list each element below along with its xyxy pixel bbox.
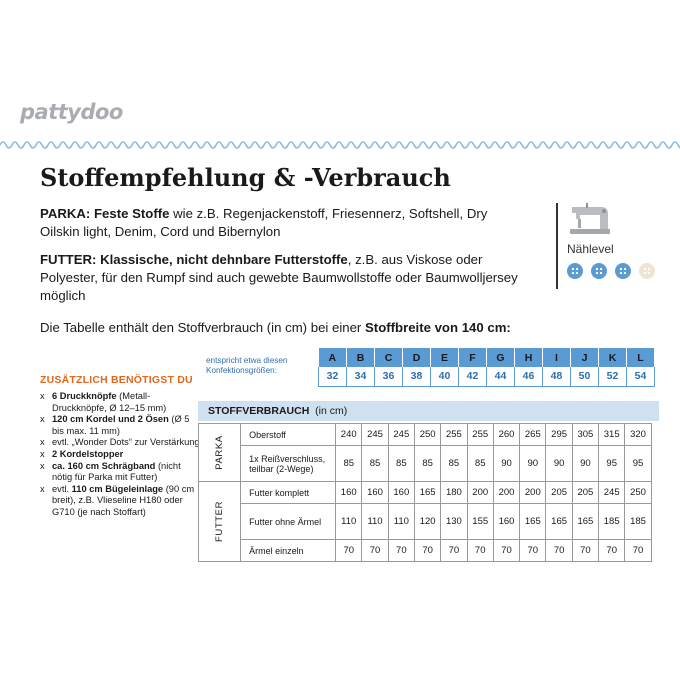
table-cell: 165 [546, 504, 572, 540]
size-number: 34 [347, 367, 375, 386]
table-cell: 160 [493, 504, 519, 540]
table-cell: 320 [625, 424, 651, 446]
table-cell: 90 [572, 446, 598, 482]
table-cell: 85 [388, 446, 414, 482]
table-cell: 85 [467, 446, 493, 482]
skill-divider [556, 203, 558, 289]
table-cell: 70 [572, 540, 598, 562]
row-label: Futter komplett [241, 482, 336, 504]
consumption-band: STOFFVERBRAUCH (in cm) [198, 401, 659, 421]
table-cell: 110 [336, 504, 362, 540]
table-cell: 110 [362, 504, 388, 540]
size-letter: K [599, 348, 627, 367]
table-cell: 205 [546, 482, 572, 504]
table-cell: 185 [625, 504, 651, 540]
brand-logo: pattydoo [20, 100, 123, 124]
group-label: PARKA [199, 424, 241, 482]
table-cell: 85 [441, 446, 467, 482]
futter-recommendation: FUTTER: Klassische, nicht dehnbare Futterstoffe, z.B. aus Viskose oder Polyester, für den Rumpf sind auch gewebte Baumwollstoffe oder Baumwolljersey möglich [40, 252, 518, 303]
size-caption: entspricht etwa diesen Konfektionsgrößen: [206, 356, 288, 375]
table-cell: 95 [599, 446, 625, 482]
table-cell: 240 [336, 424, 362, 446]
table-cell: 165 [414, 482, 440, 504]
table-cell: 205 [572, 482, 598, 504]
size-number: 40 [431, 367, 459, 386]
table-cell: 70 [336, 540, 362, 562]
table-cell: 260 [493, 424, 519, 446]
size-letter: I [543, 348, 571, 367]
size-number: 50 [571, 367, 599, 386]
table-cell: 250 [625, 482, 651, 504]
table-cell: 155 [467, 504, 493, 540]
table-cell: 185 [599, 504, 625, 540]
row-label: 1x Reißverschluss, teilbar (2-Wege) [241, 446, 336, 482]
size-number: 44 [487, 367, 515, 386]
size-letter: C [375, 348, 403, 367]
table-cell: 70 [520, 540, 546, 562]
size-letter: B [347, 348, 375, 367]
table-cell: 265 [520, 424, 546, 446]
extras-item: x 120 cm Kordel und 2 Ösen (Ø 5 bis max. 11 mm) [40, 414, 190, 436]
table-row [199, 424, 652, 446]
table-cell: 110 [388, 504, 414, 540]
group-label: FUTTER [199, 482, 241, 562]
table-cell: 70 [599, 540, 625, 562]
size-number: 36 [375, 367, 403, 386]
table-cell: 70 [441, 540, 467, 562]
table-cell: 70 [362, 540, 388, 562]
size-letter: L [627, 348, 655, 367]
table-cell: 70 [414, 540, 440, 562]
table-cell: 160 [388, 482, 414, 504]
table-cell: 250 [414, 424, 440, 446]
extras-item: x evtl. 110 cm Bügeleinlage (90 cm breit), z.B. Vlieseline H180 oder G710 (je nach Stoffart) [40, 483, 195, 517]
table-intro: Die Tabelle enthält den Stoffverbrauch (in cm) bei einer Stoffbreite von 140 cm: [40, 320, 511, 335]
table-row [199, 504, 652, 540]
table-cell: 120 [414, 504, 440, 540]
page-title: Stoffempfehlung & -Verbrauch [40, 163, 451, 192]
size-number: 32 [319, 367, 347, 386]
table-cell: 245 [362, 424, 388, 446]
table-cell: 245 [599, 482, 625, 504]
extras-list [40, 391, 200, 519]
table-cell: 70 [467, 540, 493, 562]
table-cell: 200 [493, 482, 519, 504]
table-row [199, 540, 652, 562]
button-icon [639, 263, 655, 279]
extras-item: x 2 Kordelstopper [40, 448, 124, 459]
size-letter: D [403, 348, 431, 367]
size-number: 42 [459, 367, 487, 386]
table-cell: 160 [336, 482, 362, 504]
table-cell: 165 [520, 504, 546, 540]
table-cell: 315 [599, 424, 625, 446]
extras-item: x 6 Druckknöpfe (Metall-Druckknöpfe, Ø 12–15 mm) [40, 391, 167, 413]
skill-level-label: Nählevel [567, 242, 614, 256]
table-cell: 160 [362, 482, 388, 504]
table-cell: 70 [625, 540, 651, 562]
size-letter: A [319, 348, 347, 367]
parka-recommendation: PARKA: Feste Stoffe wie z.B. Regenjackenstoff, Friesennerz, Softshell, Dry Oilskin light, Denim, Cord und Bibernylon [40, 206, 488, 239]
wave-divider [0, 138, 680, 152]
table-cell: 255 [441, 424, 467, 446]
table-cell: 130 [441, 504, 467, 540]
extras-item: x ca. 160 cm Schrägband (nicht nötig für Parka mit Futter) [40, 460, 181, 483]
size-letter: H [515, 348, 543, 367]
table-cell: 85 [414, 446, 440, 482]
size-number: 52 [599, 367, 627, 386]
extras-title: ZUSÄTZLICH BENÖTIGST DU [40, 374, 193, 386]
size-number: 38 [403, 367, 431, 386]
consumption-table [198, 423, 652, 562]
table-row [199, 446, 652, 482]
table-cell: 85 [336, 446, 362, 482]
button-icon [567, 263, 583, 279]
size-number: 54 [627, 367, 655, 386]
table-cell: 180 [441, 482, 467, 504]
table-row [199, 482, 652, 504]
table-cell: 245 [388, 424, 414, 446]
table-cell: 70 [388, 540, 414, 562]
row-label: Futter ohne Ärmel [241, 504, 336, 540]
size-number: 48 [543, 367, 571, 386]
table-cell: 90 [520, 446, 546, 482]
button-icon [591, 263, 607, 279]
table-cell: 255 [467, 424, 493, 446]
size-letter: E [431, 348, 459, 367]
size-letter: G [487, 348, 515, 367]
table-cell: 165 [572, 504, 598, 540]
extras-item: x evtl. „Wonder Dots“ zur Verstärkung [40, 437, 200, 448]
table-cell: 85 [362, 446, 388, 482]
size-number: 46 [515, 367, 543, 386]
table-cell: 90 [493, 446, 519, 482]
table-cell: 200 [520, 482, 546, 504]
table-cell: 295 [546, 424, 572, 446]
table-cell: 200 [467, 482, 493, 504]
table-cell: 90 [546, 446, 572, 482]
sewing-machine-icon [566, 201, 614, 237]
table-cell: 305 [572, 424, 598, 446]
row-label: Oberstoff [241, 424, 336, 446]
table-cell: 95 [625, 446, 651, 482]
size-letter: J [571, 348, 599, 367]
button-icon [615, 263, 631, 279]
size-table [318, 348, 655, 387]
table-cell: 70 [546, 540, 572, 562]
row-label: Ärmel einzeln [241, 540, 336, 562]
size-letter: F [459, 348, 487, 367]
table-cell: 70 [493, 540, 519, 562]
